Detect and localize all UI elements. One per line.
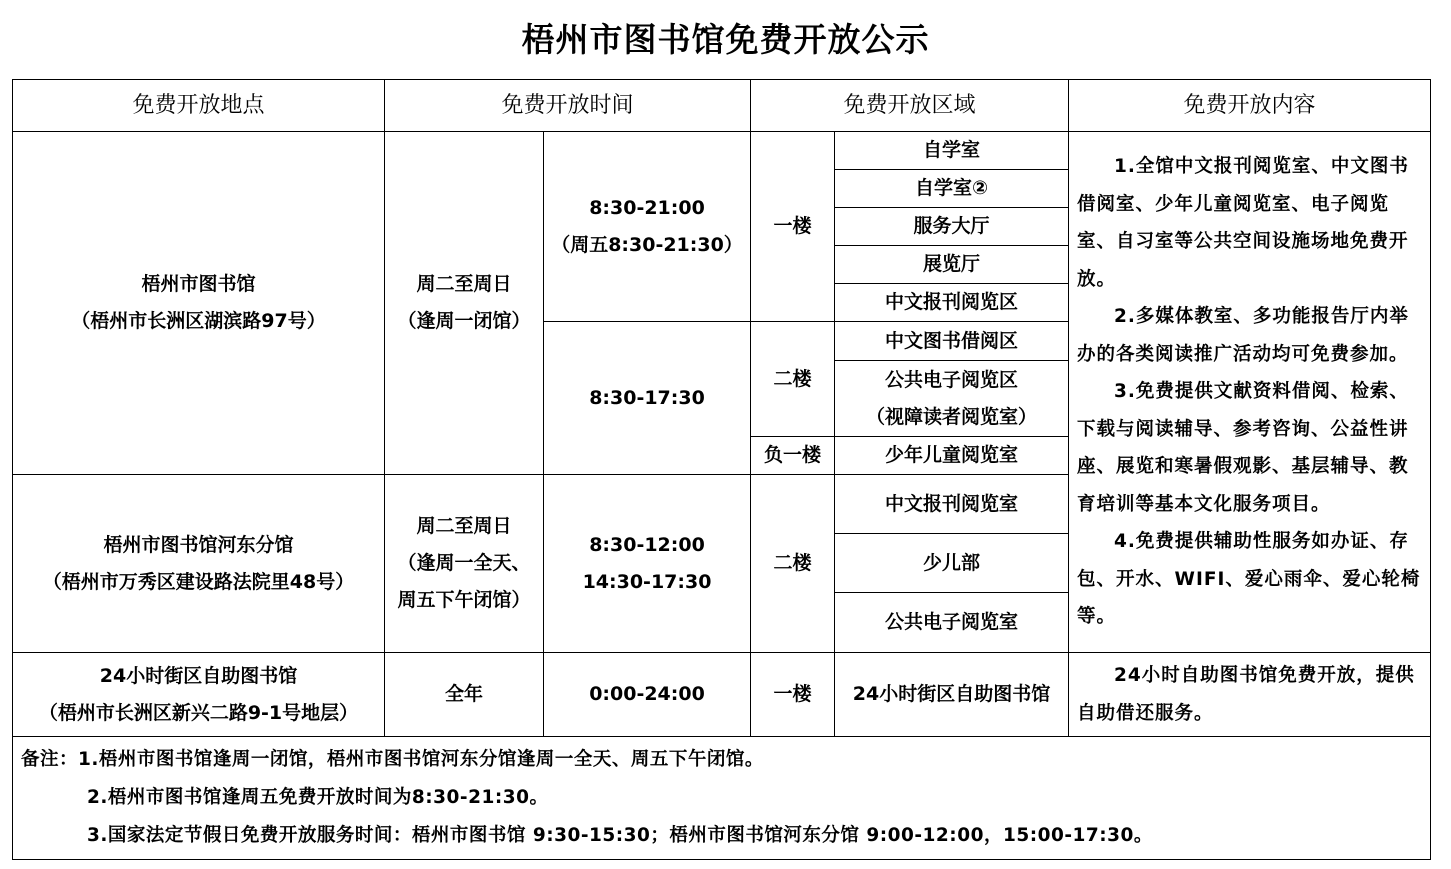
area-electronic-note: （视障读者阅览室） bbox=[866, 405, 1038, 428]
main-floor-b1: 负一楼 bbox=[751, 437, 835, 475]
notes-cell bbox=[13, 737, 1431, 860]
branch-name: 梧州市图书馆河东分馆 bbox=[103, 533, 294, 556]
content-item-3: 3.免费提供文献资料借阅、检索、下载与阅读辅导、参考咨询、公益性讲座、展览和寒暑假观影、基层辅导、教育培训等基本文化服务项目。 bbox=[1077, 381, 1409, 515]
branch-time-1: 8:30-12:00 bbox=[589, 533, 705, 556]
selfservice-name: 24小时街区自助图书馆 bbox=[99, 664, 298, 687]
branch-floor: 二楼 bbox=[751, 475, 835, 653]
note-1: 备注：1.梧州市图书馆逢周一闭馆，梧州市图书馆河东分馆逢周一全天、周五下午闭馆。 bbox=[21, 749, 764, 770]
content-item-4: 4.免费提供辅助性服务如办证、存包、开水、WIFI、爱心雨伞、爱心轮椅等。 bbox=[1077, 531, 1421, 628]
selfservice-location bbox=[13, 653, 385, 737]
header-content: 免费开放内容 bbox=[1069, 80, 1431, 132]
branch-address: （梧州市万秀区建设路法院里48号） bbox=[42, 570, 355, 593]
main-days-note: （逢周一闭馆） bbox=[397, 310, 531, 332]
area-cell: 少儿部 bbox=[835, 534, 1069, 593]
area-cell: 展览厅 bbox=[835, 246, 1069, 284]
main-days-text: 周二至周日 bbox=[416, 273, 512, 295]
area-cell: 中文报刊阅览室 bbox=[835, 475, 1069, 534]
selfservice-time: 0:00-24:00 bbox=[544, 653, 751, 737]
main-library-time-2: 8:30-17:30 bbox=[544, 322, 751, 475]
content-item-1: 1.全馆中文报刊阅览室、中文图书借阅室、少年儿童阅览室、电子阅览室、自习室等公共空间设施场地免费开放。 bbox=[1077, 156, 1409, 290]
area-cell: 公共电子阅览室 bbox=[835, 593, 1069, 653]
main-floor-1: 一楼 bbox=[751, 132, 835, 322]
branch-days bbox=[385, 475, 544, 653]
main-time1-note: （周五8:30-21:30） bbox=[551, 233, 743, 256]
content-item-2: 2.多媒体教室、多功能报告厅内举办的各类阅读推广活动均可免费参加。 bbox=[1077, 306, 1409, 365]
header-row bbox=[13, 80, 1431, 132]
main-library-time-1 bbox=[544, 132, 751, 322]
page-title: 梧州市图书馆免费开放公示 bbox=[521, 20, 930, 59]
note-3: 3.国家法定节假日免费开放服务时间：梧州市图书馆 9:30-15:30；梧州市图书馆河东分馆 9:00-12:00，15:00-17:30。 bbox=[87, 825, 1153, 846]
branch-location bbox=[13, 475, 385, 653]
area-cell: 少年儿童阅览室 bbox=[835, 437, 1069, 475]
branch-days-text: 周二至周日 bbox=[416, 515, 512, 537]
main-library-address: （梧州市长洲区湖滨路97号） bbox=[71, 310, 326, 332]
main-time1-text: 8:30-21:00 bbox=[589, 196, 705, 219]
branch-time bbox=[544, 475, 751, 653]
area-cell-electronic bbox=[835, 361, 1069, 437]
main-library-location bbox=[13, 132, 385, 475]
area-cell: 服务大厅 bbox=[835, 208, 1069, 246]
area-cell: 中文报刊阅览区 bbox=[835, 284, 1069, 322]
area-cell: 24小时街区自助图书馆 bbox=[835, 653, 1069, 737]
content-cell bbox=[1069, 132, 1431, 653]
area-electronic-text: 公共电子阅览区 bbox=[885, 368, 1019, 391]
header-time: 免费开放时间 bbox=[385, 80, 751, 132]
open-schedule-table bbox=[12, 79, 1431, 860]
branch-time-2: 14:30-17:30 bbox=[582, 570, 712, 593]
note-2: 2.梧州市图书馆逢周五免费开放时间为8:30-21:30。 bbox=[87, 787, 549, 808]
header-location: 免费开放地点 bbox=[13, 80, 385, 132]
selfservice-content-text: 24小时自助图书馆免费开放，提供自助借还服务。 bbox=[1077, 665, 1415, 724]
branch-days-note-2: 周五下午闭馆） bbox=[397, 589, 531, 611]
main-library-name: 梧州市图书馆 bbox=[141, 273, 256, 295]
main-floor-2: 二楼 bbox=[751, 322, 835, 437]
area-cell: 自学室 bbox=[835, 132, 1069, 170]
branch-days-note-1: （逢周一全天、 bbox=[397, 552, 531, 574]
selfservice-days: 全年 bbox=[385, 653, 544, 737]
selfservice-content bbox=[1069, 653, 1431, 737]
selfservice-floor: 一楼 bbox=[751, 653, 835, 737]
selfservice-address: （梧州市长洲区新兴二路9-1号地层） bbox=[38, 701, 359, 724]
header-area: 免费开放区域 bbox=[751, 80, 1069, 132]
area-cell: 自学室② bbox=[835, 170, 1069, 208]
area-cell: 中文图书借阅区 bbox=[835, 322, 1069, 361]
main-library-days bbox=[385, 132, 544, 475]
